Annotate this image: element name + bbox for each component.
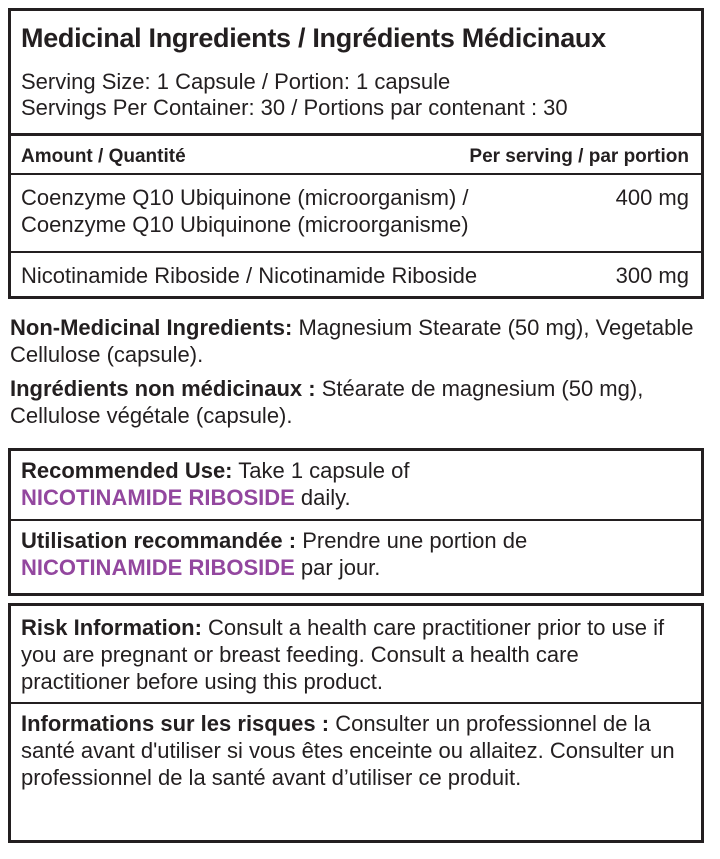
risk-fr-text: Consulter un professionnel de la santé avant d'utiliser si vous êtes enceinte ou allaitez. Consulter un professionnel de la santé avant d’utiliser ce produit. [21,711,675,790]
servings-per-container: Servings Per Container: 30 / Portions par contenant : 30 [21,95,568,120]
recommended-divider [11,519,701,521]
risk-en-label: Risk Information: [21,615,202,640]
risk-information-box [8,603,704,843]
recommended-use-en-after: daily. [294,485,351,510]
ingredient-coq10-amount: 400 mg [615,185,689,210]
non-medicinal-fr [10,375,710,429]
serving-size: Serving Size: 1 Capsule / Portion: 1 capsule [21,69,451,94]
recommended-use-en-before: Take 1 capsule of [232,458,410,483]
recommended-use-fr-label: Utilisation recommandée : [21,528,297,553]
risk-fr [21,710,693,791]
recommended-use-en [21,457,521,511]
recommended-use-fr-before: Prendre une portion de [296,528,528,553]
ingredient-coq10-line2: Coenzyme Q10 Ubiquinone (microorganisme) [21,212,469,237]
ingredient-coq10-line1: Coenzyme Q10 Ubiquinone (microorganism) / [21,185,469,210]
product-name-en: NICOTINAMIDE RIBOSIDE [21,485,295,510]
risk-en [21,614,693,695]
risk-en-text: Consult a health care practitioner prior to use if you are pregnant or breast feeding. Consult a health care practitioner before using this product. [21,615,665,694]
recommended-use-fr [21,527,661,581]
risk-divider [11,702,701,704]
non-medicinal-fr-text: Stéarate de magnesium (50 mg), Cellulose végétale (capsule). [10,376,644,428]
non-medicinal-fr-label: Ingrédients non médicinaux : [10,376,316,401]
non-medicinal-en-text: Magnesium Stearate (50 mg), Vegetable Cellulose (capsule). [10,315,694,367]
amount-header: Amount / Quantité [21,146,186,167]
recommended-use-box [8,448,704,596]
medicinal-ingredients-box [8,8,704,299]
risk-fr-label: Informations sur les risques : [21,711,330,736]
non-medicinal-en-label: Non-Medicinal Ingredients: [10,315,293,340]
header-divider [11,133,701,136]
ingredient-nr-amount: 300 mg [615,263,689,288]
ingredient-nr-name: Nicotinamide Riboside / Nicotinamide Riboside [21,263,478,288]
ingredient-divider [11,251,701,253]
non-medicinal-en [10,314,710,368]
per-serving-header: Per serving / par portion [469,146,689,167]
recommended-use-fr-after: par jour. [294,555,381,580]
recommended-use-en-label: Recommended Use: [21,458,233,483]
medicinal-title: Medicinal Ingredients / Ingrédients Médicinaux [21,23,606,53]
column-header-divider [11,173,701,175]
product-name-fr: NICOTINAMIDE RIBOSIDE [21,555,295,580]
